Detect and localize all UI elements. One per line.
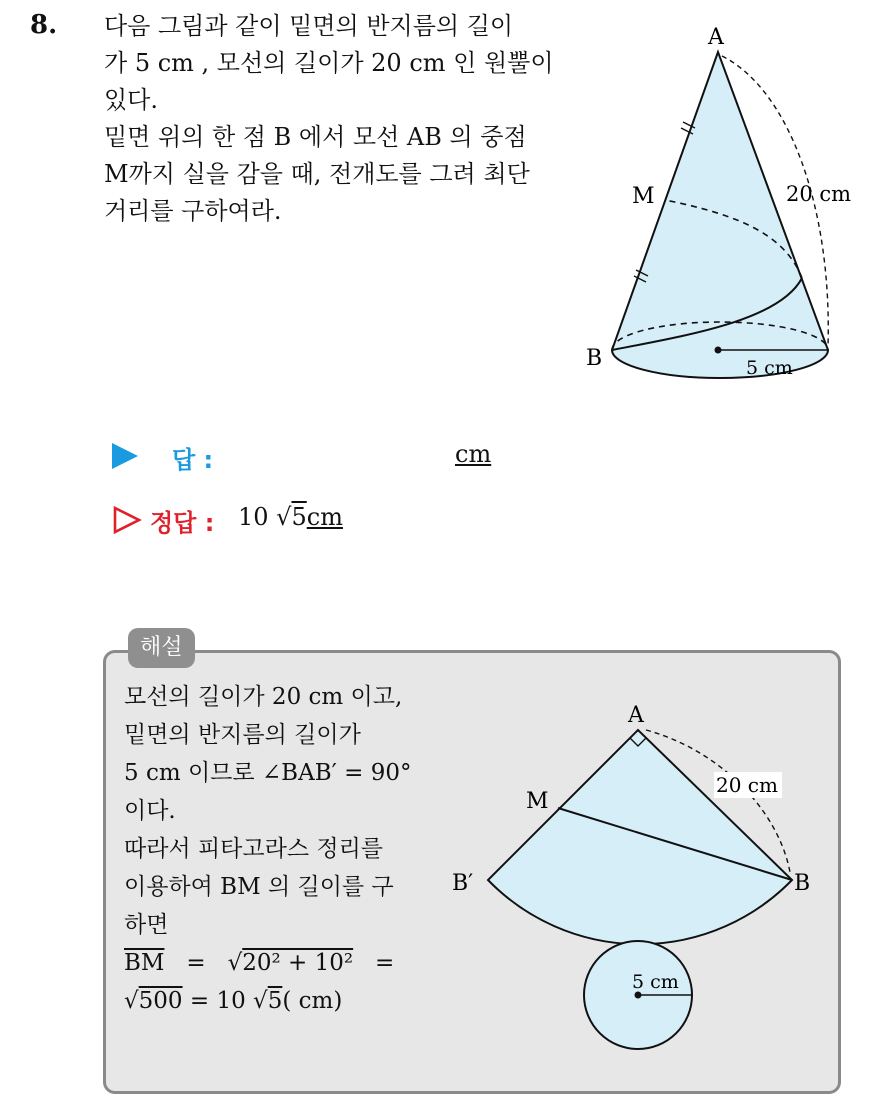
cone-body [612, 52, 828, 378]
explanation-tag: 해설 [128, 628, 195, 668]
explanation-line: 하면 [124, 912, 169, 938]
equation-line-2 [124, 982, 424, 1020]
equals-sign: = [360, 950, 395, 976]
solution-marker-icon [112, 505, 142, 535]
sqrt-sign: √ [276, 503, 292, 531]
label-m: M [632, 184, 655, 209]
explanation-line: 따라서 피타고라스 정리를 [124, 836, 384, 862]
equation-line-1 [124, 944, 424, 982]
solution-label: 정답 : [150, 509, 215, 537]
question-line: M까지 실을 감을 때, 전개도를 그려 최단 [104, 160, 530, 188]
question-line: 있다. [104, 86, 158, 114]
question-number: 8. [30, 10, 58, 40]
label-slant: 20 cm [786, 182, 852, 206]
answer-unit: cm [455, 440, 492, 468]
explanation-line: 모선의 길이가 20 cm 이고, [124, 684, 403, 710]
question-line: 밑면 위의 한 점 B 에서 모선 AB 의 중점 [104, 123, 527, 151]
label-slant: 20 cm [716, 773, 778, 797]
sqrt-sign: √ [253, 988, 268, 1014]
answer-marker-icon [112, 443, 138, 469]
explanation-line: 이용하여 BM 의 길이를 구 [124, 874, 394, 900]
label-b-prime: B′ [452, 871, 474, 896]
net-figure [440, 690, 820, 1090]
label-b: B [586, 346, 603, 371]
explanation-line: 이다. [124, 798, 176, 824]
label-m: M [526, 789, 549, 814]
solution-radicand: 5 [291, 503, 307, 531]
label-a: A [628, 703, 644, 728]
question-line: 다음 그림과 같이 밑면의 반지름의 길이 [104, 12, 514, 40]
eq2-unit: ( cm) [282, 988, 343, 1014]
label-radius: 5 cm [632, 971, 679, 993]
eq2-radicand: 500 [138, 988, 183, 1014]
eq2-radicand2: 5 [267, 988, 283, 1014]
net-sector [488, 730, 792, 944]
solution-value-prefix: 10 [238, 503, 277, 531]
label-a: A [708, 25, 724, 50]
solution-unit: cm [306, 503, 343, 531]
explanation-line: 밑면의 반지름의 길이가 [124, 722, 361, 748]
explanation-line: 5 cm 이므로 ∠BAB′ = 90° [124, 760, 412, 786]
question-line: 거리를 구하여라. [104, 197, 282, 225]
question-text [104, 8, 564, 230]
explanation-text [124, 678, 424, 1020]
eq1-radicand: 20² + 10² [242, 950, 354, 976]
base-center [715, 347, 722, 354]
cone-figure [570, 20, 870, 410]
bm-segment: $\overline{BM}$ [124, 950, 165, 976]
answer-label: 답 : [172, 446, 214, 474]
label-radius: 5 cm [746, 357, 793, 379]
equals-sign: = √ [171, 950, 243, 976]
sqrt-sign: √ [124, 988, 139, 1014]
question-line: 가 5 cm , 모선의 길이가 20 cm 인 원뿔이 [104, 49, 554, 77]
solution-value [238, 503, 343, 531]
label-b: B [794, 871, 811, 896]
eq2-rest: = 10 [182, 988, 254, 1014]
